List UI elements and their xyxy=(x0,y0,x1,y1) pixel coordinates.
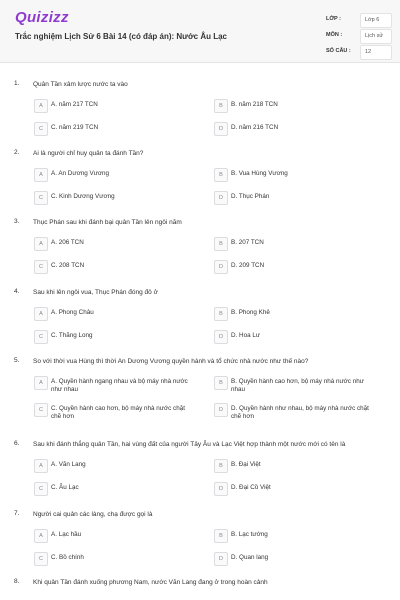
option-letter-box: C xyxy=(34,482,48,496)
option-text: D. năm 216 TCN xyxy=(231,124,279,131)
question-number: 3. xyxy=(14,218,20,225)
question-number: 7. xyxy=(14,510,20,517)
option-letter-box: B xyxy=(214,237,228,251)
option-text: C. Quyền hành cao hơn, bộ máy nhà nước chặt chẽ hơn xyxy=(51,405,185,420)
option-letter-box: C xyxy=(34,552,48,566)
option-text: A. 206 TCN xyxy=(51,239,84,246)
option-letter-box: D xyxy=(214,552,228,566)
option-letter-box: B xyxy=(214,307,228,321)
worksheet-header xyxy=(0,0,400,63)
question-text: Khi quân Tần đánh xuống phương Nam, nước Văn Lang đang ở trong hoàn cảnh xyxy=(33,579,268,586)
option-text: C. Bồ chính xyxy=(51,554,84,561)
question-text: Quân Tần xâm lược nước ta vào xyxy=(33,81,128,88)
question-text: Sau khi đánh thắng quân Tần, hai vùng đất của người Tây Âu và Lạc Việt hợp thành một nước mới có tên là xyxy=(33,441,346,448)
question-text: Thục Phán sau khi đánh bại quân Tần lên ngôi năm xyxy=(33,219,182,226)
option-text: A. An Dương Vương xyxy=(51,170,109,177)
option-letter-box: A xyxy=(34,459,48,473)
meta-row-subject xyxy=(326,29,392,45)
option-letter-box: B xyxy=(214,376,228,390)
option-text: A. Lạc hầu xyxy=(51,531,82,538)
option-letter-box: D xyxy=(214,260,228,274)
option-text: C. Kinh Dương Vương xyxy=(51,193,115,200)
question-text: Người cai quản các làng, chạ được gọi là xyxy=(33,511,153,518)
option-text: D. Quyền hành như nhau, bộ máy nhà nước chặt chẽ hơn xyxy=(231,405,369,420)
option-text: B. Đại Việt xyxy=(231,461,261,468)
option-letter-box: C xyxy=(34,330,48,344)
meta-value: 12 xyxy=(360,45,392,60)
option-text: A. năm 217 TCN xyxy=(51,101,98,108)
meta-row-grade xyxy=(326,13,392,29)
option-letter-box: A xyxy=(34,237,48,251)
worksheet-title: Trắc nghiệm Lịch Sử 6 Bài 14 (có đáp án): Nước Âu Lạc xyxy=(15,32,227,41)
option-letter-box: D xyxy=(214,330,228,344)
option-text: C. năm 219 TCN xyxy=(51,124,99,131)
option-text: A. Quyền hành ngang nhau và bộ máy nhà nước như nhau xyxy=(51,378,188,393)
option-letter-box: B xyxy=(214,168,228,182)
option-letter-box: D xyxy=(214,122,228,136)
question-number: 8. xyxy=(14,578,20,585)
option-letter-box: D xyxy=(214,403,228,417)
option-letter-box: A xyxy=(34,529,48,543)
option-letter-box: C xyxy=(34,260,48,274)
question-number: 6. xyxy=(14,440,20,447)
option-text: D. Đại Cồ Việt xyxy=(231,484,271,491)
option-text: D. 209 TCN xyxy=(231,262,265,269)
question-number: 2. xyxy=(14,149,20,156)
meta-value: Lớp 6 xyxy=(360,13,392,28)
meta-label: LỚP : xyxy=(326,16,341,22)
option-letter-box: C xyxy=(34,403,48,417)
meta-label: MÔN : xyxy=(326,32,343,38)
option-text: B. Vua Hùng Vương xyxy=(231,170,288,177)
quizizz-logo: Quizizz xyxy=(15,9,69,26)
option-letter-box: A xyxy=(34,376,48,390)
option-text: D. Quan lang xyxy=(231,554,269,561)
option-text: B. 207 TCN xyxy=(231,239,264,246)
question-number: 5. xyxy=(14,357,20,364)
meta-label: SỐ CÂU : xyxy=(326,48,351,54)
option-text: A. Văn Lang xyxy=(51,461,86,468)
option-letter-box: D xyxy=(214,482,228,496)
option-text: D. Hoa Lư xyxy=(231,332,261,339)
option-text: C. Âu Lạc xyxy=(51,484,79,491)
question-text: Ai là người chỉ huy quân ta đánh Tần? xyxy=(33,150,144,157)
option-text: B. năm 218 TCN xyxy=(231,101,278,108)
meta-value: Lịch sử xyxy=(360,29,392,44)
option-text: B. Phong Khê xyxy=(231,309,270,316)
option-letter-box: C xyxy=(34,191,48,205)
option-letter-box: A xyxy=(34,99,48,113)
question-number: 4. xyxy=(14,288,20,295)
option-letter-box: B xyxy=(214,99,228,113)
option-letter-box: C xyxy=(34,122,48,136)
option-text: B. Quyền hành cao hơn, bộ máy nhà nước như nhau xyxy=(231,378,364,393)
option-letter-box: B xyxy=(214,459,228,473)
question-number: 1. xyxy=(14,80,20,87)
option-text: C. Thăng Long xyxy=(51,332,93,339)
meta-row-count xyxy=(326,45,392,61)
worksheet-meta xyxy=(326,13,392,61)
option-letter-box: A xyxy=(34,168,48,182)
question-text: Sau khi lên ngôi vua, Thục Phán đóng đô ở xyxy=(33,289,158,296)
option-letter-box: A xyxy=(34,307,48,321)
option-letter-box: B xyxy=(214,529,228,543)
option-text: D. Thục Phán xyxy=(231,193,270,200)
question-text: So với thời vua Hùng thì thời An Dương Vương quyền hành và tổ chức nhà nước như thế nào? xyxy=(33,358,309,365)
option-text: A. Phong Châu xyxy=(51,309,94,316)
option-letter-box: D xyxy=(214,191,228,205)
option-text: C. 208 TCN xyxy=(51,262,85,269)
option-text: B. Lạc tướng xyxy=(231,531,268,538)
